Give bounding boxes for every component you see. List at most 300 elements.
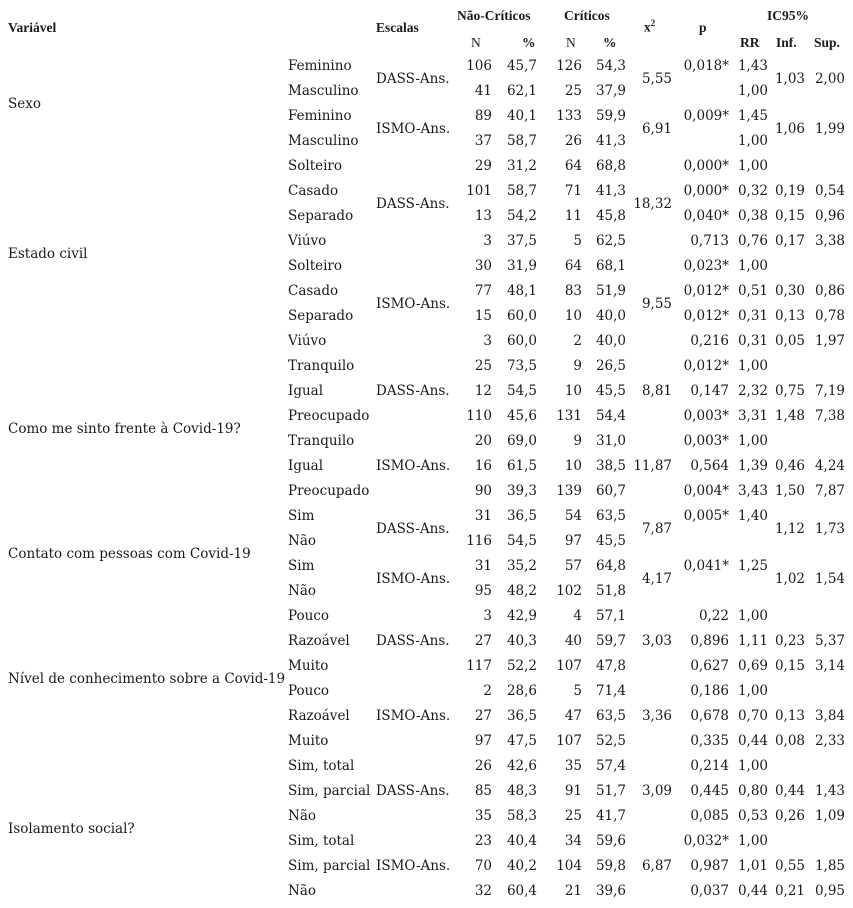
cell-n1: 37 bbox=[474, 133, 492, 149]
cell-n1: 3 bbox=[483, 233, 492, 249]
cell-n1: 31 bbox=[474, 508, 492, 524]
category-label: Separado bbox=[288, 208, 354, 224]
cell-p1: 42,9 bbox=[506, 608, 537, 624]
cell-inf: 0,08 bbox=[774, 733, 805, 749]
cell-p1: 40,2 bbox=[506, 858, 537, 874]
cell-p2: 37,9 bbox=[595, 83, 626, 99]
cell-rr: 2,32 bbox=[737, 383, 768, 399]
cell-n1: 32 bbox=[474, 883, 492, 899]
cell-sup: 0,86 bbox=[814, 283, 845, 299]
cell-n2: 26 bbox=[564, 133, 582, 149]
scale-label: ISMO-Ans. bbox=[376, 458, 451, 474]
cell-n1: 3 bbox=[483, 333, 492, 349]
category-label: Sim, parcial bbox=[288, 783, 371, 799]
cell-sup bbox=[810, 429, 845, 454]
category-label: Pouco bbox=[288, 683, 330, 699]
chi2-value: 3,03 bbox=[641, 633, 672, 649]
cell-p: 0,216 bbox=[690, 333, 729, 349]
cell-p1: 58,3 bbox=[506, 808, 537, 824]
cell-sup: 1,43 bbox=[814, 783, 845, 799]
scale-label: ISMO-Ans. bbox=[376, 708, 451, 724]
category-label: Tranquilo bbox=[288, 358, 355, 374]
cell-p1: 31,9 bbox=[506, 258, 537, 274]
category-label: Sim, total bbox=[288, 758, 355, 774]
cell-p2: 54,4 bbox=[595, 408, 626, 424]
cell-sup: 3,14 bbox=[814, 658, 845, 674]
cell-p2: 59,8 bbox=[595, 858, 626, 874]
chi2-value: 7,87 bbox=[641, 520, 672, 537]
cell-p2: 63,5 bbox=[595, 508, 626, 524]
cell-n2: 91 bbox=[564, 783, 582, 799]
group-label: Isolamento social? bbox=[8, 820, 135, 837]
cell-n2: 107 bbox=[556, 733, 582, 749]
cell-n1: 95 bbox=[474, 583, 492, 599]
category-label: Preocupado bbox=[288, 483, 370, 499]
cell-n2: 10 bbox=[564, 308, 582, 324]
cell-p: 0,085 bbox=[690, 808, 729, 824]
cell-p1: 54,2 bbox=[506, 208, 537, 224]
cell-p1: 39,3 bbox=[506, 483, 537, 499]
header-nao-criticos: Não-Críticos bbox=[457, 8, 531, 23]
cell-rr bbox=[735, 529, 768, 554]
cell-sup: 7,19 bbox=[814, 383, 845, 399]
cell-rr: 1,00 bbox=[737, 758, 768, 774]
scale-label: ISMO-Ans. bbox=[376, 295, 451, 312]
scale-label: DASS-Ans. bbox=[376, 195, 450, 212]
cell-sup: 5,37 bbox=[814, 633, 845, 649]
cell-n1: 26 bbox=[474, 758, 492, 774]
ci-upper: 1,54 bbox=[814, 570, 845, 587]
cell-p1: 60,4 bbox=[506, 883, 537, 899]
chi2-value: 9,55 bbox=[641, 295, 672, 312]
cell-n2: 97 bbox=[564, 533, 582, 549]
cell-sup: 1,85 bbox=[814, 858, 845, 874]
cell-n1: 23 bbox=[474, 833, 492, 849]
category-label: Sim bbox=[288, 558, 315, 574]
cell-p2: 59,7 bbox=[595, 633, 626, 649]
cell-p: 0,335 bbox=[690, 733, 729, 749]
header-pct1: % bbox=[522, 35, 536, 50]
chi2-value: 18,32 bbox=[633, 195, 672, 212]
cell-p1: 42,6 bbox=[506, 758, 537, 774]
cell-rr: 1,43 bbox=[737, 58, 768, 74]
cell-inf: 1,50 bbox=[774, 483, 805, 499]
scale-label: DASS-Ans. bbox=[376, 633, 450, 649]
cell-n2: 139 bbox=[556, 483, 582, 499]
category-label: Igual bbox=[288, 383, 324, 399]
cell-p1: 36,5 bbox=[506, 508, 537, 524]
cell-rr: 0,44 bbox=[737, 733, 768, 749]
cell-rr bbox=[735, 579, 768, 604]
cell-inf bbox=[773, 679, 805, 704]
cell-inf: 0,44 bbox=[774, 783, 805, 799]
cell-n2: 71 bbox=[564, 183, 582, 199]
cell-p1: 31,2 bbox=[506, 158, 537, 174]
cell-p bbox=[673, 79, 729, 104]
chi2-value: 11,87 bbox=[633, 458, 672, 474]
cell-inf: 0,30 bbox=[774, 283, 805, 299]
cell-rr: 1,39 bbox=[737, 458, 768, 474]
cell-p1: 54,5 bbox=[506, 533, 537, 549]
chi2-value: 4,17 bbox=[641, 570, 672, 587]
cell-sup bbox=[810, 604, 845, 629]
cell-n1: 117 bbox=[466, 658, 492, 674]
cell-sup: 4,24 bbox=[814, 458, 845, 474]
cell-p: 0,041* bbox=[683, 558, 729, 574]
cell-rr: 1,00 bbox=[737, 158, 768, 174]
cell-p2: 41,3 bbox=[595, 133, 626, 149]
cell-p2: 57,1 bbox=[595, 608, 626, 624]
category-label: Separado bbox=[288, 308, 354, 324]
cell-n1: 20 bbox=[474, 433, 492, 449]
header-criticos: Críticos bbox=[564, 8, 610, 23]
cell-sup bbox=[810, 354, 845, 379]
cell-p2: 51,8 bbox=[595, 583, 626, 599]
group-label: Sexo bbox=[8, 95, 41, 112]
cell-sup: 1,97 bbox=[814, 333, 845, 349]
cell-p1: 73,5 bbox=[506, 358, 537, 374]
cell-inf: 0,46 bbox=[774, 458, 805, 474]
cell-p: 0,023* bbox=[683, 258, 729, 274]
cell-p2: 26,5 bbox=[595, 358, 626, 374]
cell-n1: 89 bbox=[474, 108, 492, 124]
cell-sup: 2,33 bbox=[814, 733, 845, 749]
cell-inf bbox=[773, 354, 805, 379]
cell-n2: 11 bbox=[564, 208, 582, 224]
header-chi-squared bbox=[644, 18, 655, 36]
category-label: Masculino bbox=[288, 83, 359, 99]
cell-n1: 77 bbox=[474, 283, 492, 299]
cell-rr: 1,11 bbox=[737, 633, 768, 649]
cell-p: 0,627 bbox=[690, 658, 729, 674]
cell-p1: 40,1 bbox=[506, 108, 537, 124]
group-label: Como me sinto frente à Covid-19? bbox=[8, 420, 241, 437]
cell-p2: 41,7 bbox=[595, 808, 626, 824]
cell-p: 0,987 bbox=[690, 858, 729, 874]
cell-rr: 0,51 bbox=[737, 283, 768, 299]
cell-p: 0,214 bbox=[690, 758, 729, 774]
cell-inf: 0,19 bbox=[774, 183, 805, 199]
cell-rr: 1,00 bbox=[737, 133, 768, 149]
cell-inf bbox=[773, 154, 805, 179]
cell-n2: 34 bbox=[564, 833, 582, 849]
cell-rr: 0,44 bbox=[737, 883, 768, 899]
cell-n2: 21 bbox=[564, 883, 582, 899]
category-label: Casado bbox=[288, 283, 339, 299]
cell-n1: 31 bbox=[474, 558, 492, 574]
category-label: Feminino bbox=[288, 58, 352, 74]
cell-rr: 0,76 bbox=[737, 233, 768, 249]
cell-p1: 45,6 bbox=[506, 408, 537, 424]
cell-p: 0,000* bbox=[683, 158, 729, 174]
header-rr: RR bbox=[740, 35, 760, 50]
cell-p2: 41,3 bbox=[595, 183, 626, 199]
scale-label: ISMO-Ans. bbox=[376, 570, 451, 587]
cell-p: 0,012* bbox=[683, 283, 729, 299]
cell-rr: 1,00 bbox=[737, 83, 768, 99]
cell-p: 0,012* bbox=[683, 308, 729, 324]
cell-p2: 31,0 bbox=[595, 433, 626, 449]
cell-n2: 64 bbox=[564, 258, 582, 274]
cell-inf bbox=[773, 829, 805, 854]
cell-p1: 48,1 bbox=[506, 283, 537, 299]
header-sup: Sup. bbox=[814, 35, 840, 50]
cell-n1: 70 bbox=[474, 858, 492, 874]
cell-rr: 0,38 bbox=[737, 208, 768, 224]
cell-n1: 90 bbox=[474, 483, 492, 499]
cell-p2: 45,5 bbox=[595, 383, 626, 399]
cell-p2: 39,6 bbox=[595, 883, 626, 899]
cell-n2: 9 bbox=[573, 433, 582, 449]
cell-sup: 3,84 bbox=[814, 708, 845, 724]
cell-p1: 58,7 bbox=[506, 183, 537, 199]
cell-inf: 0,17 bbox=[774, 233, 805, 249]
cell-n2: 54 bbox=[564, 508, 582, 524]
cell-n2: 104 bbox=[556, 858, 582, 874]
chi2-value: 6,91 bbox=[641, 120, 672, 137]
cell-sup bbox=[810, 679, 845, 704]
cell-p: 0,147 bbox=[690, 383, 729, 399]
cell-inf: 0,55 bbox=[774, 858, 805, 874]
category-label: Razoável bbox=[288, 633, 350, 649]
header-pct2: % bbox=[603, 35, 617, 50]
cell-sup bbox=[810, 154, 845, 179]
cell-n2: 2 bbox=[573, 333, 582, 349]
cell-p: 0,896 bbox=[690, 633, 729, 649]
cell-p: 0,009* bbox=[683, 108, 729, 124]
cell-p1: 61,5 bbox=[506, 458, 537, 474]
cell-p2: 54,3 bbox=[595, 58, 626, 74]
ci-upper: 2,00 bbox=[814, 70, 845, 87]
cell-sup: 0,54 bbox=[814, 183, 845, 199]
cell-rr: 1,00 bbox=[737, 833, 768, 849]
cell-rr: 1,00 bbox=[737, 358, 768, 374]
cell-n2: 47 bbox=[564, 708, 582, 724]
cell-rr: 0,32 bbox=[737, 183, 768, 199]
cell-rr: 1,01 bbox=[737, 858, 768, 874]
category-label: Não bbox=[288, 808, 316, 824]
scale-label: DASS-Ans. bbox=[376, 70, 450, 87]
cell-rr: 0,69 bbox=[737, 658, 768, 674]
scale-label: ISMO-Ans. bbox=[376, 858, 451, 874]
cell-sup bbox=[810, 829, 845, 854]
cell-p2: 47,8 bbox=[595, 658, 626, 674]
cell-p: 0,018* bbox=[683, 58, 729, 74]
cell-n2: 25 bbox=[564, 83, 582, 99]
cell-p1: 60,0 bbox=[506, 308, 537, 324]
category-label: Não bbox=[288, 583, 316, 599]
cell-n2: 25 bbox=[564, 808, 582, 824]
cell-rr: 0,53 bbox=[737, 808, 768, 824]
category-label: Muito bbox=[288, 733, 329, 749]
cell-rr: 3,31 bbox=[737, 408, 768, 424]
cell-n2: 5 bbox=[573, 683, 582, 699]
cell-sup: 7,38 bbox=[814, 408, 845, 424]
group-label: Nível de conhecimento sobre a Covid-19 bbox=[8, 670, 286, 687]
cell-inf: 0,75 bbox=[774, 383, 805, 399]
chi2-value: 3,09 bbox=[641, 783, 672, 799]
category-label: Razoável bbox=[288, 708, 350, 724]
cell-p2: 68,1 bbox=[595, 258, 626, 274]
cell-p: 0,012* bbox=[683, 358, 729, 374]
cell-rr: 1,40 bbox=[737, 508, 768, 524]
cell-inf bbox=[773, 754, 805, 779]
header-variavel: Variável bbox=[8, 20, 57, 35]
group-label: Contato com pessoas com Covid-19 bbox=[8, 545, 251, 562]
cell-rr: 1,00 bbox=[737, 608, 768, 624]
category-label: Sim bbox=[288, 508, 315, 524]
scale-label: DASS-Ans. bbox=[376, 520, 450, 537]
category-label: Não bbox=[288, 883, 316, 899]
cell-inf bbox=[773, 429, 805, 454]
cell-n1: 16 bbox=[474, 458, 492, 474]
cell-p1: 58,7 bbox=[506, 133, 537, 149]
cell-n2: 10 bbox=[564, 383, 582, 399]
cell-inf: 1,48 bbox=[774, 408, 805, 424]
cell-sup: 0,78 bbox=[814, 308, 845, 324]
cell-n2: 5 bbox=[573, 233, 582, 249]
cell-sup bbox=[810, 754, 845, 779]
cell-p: 0,003* bbox=[683, 433, 729, 449]
cell-n1: 25 bbox=[474, 358, 492, 374]
cell-rr: 1,00 bbox=[737, 683, 768, 699]
scale-label: DASS-Ans. bbox=[376, 783, 450, 799]
cell-sup bbox=[810, 254, 845, 279]
cell-p2: 62,5 bbox=[595, 233, 626, 249]
cell-p2: 45,8 bbox=[595, 208, 626, 224]
cell-n2: 35 bbox=[564, 758, 582, 774]
header-chi-sup: 2 bbox=[650, 18, 656, 28]
cell-rr: 3,43 bbox=[737, 483, 768, 499]
cell-n1: 15 bbox=[474, 308, 492, 324]
header-ic95: IC95% bbox=[767, 8, 810, 23]
cell-p: 0,186 bbox=[690, 683, 729, 699]
category-label: Viúvo bbox=[288, 233, 327, 249]
cell-sup: 7,87 bbox=[814, 483, 845, 499]
cell-p2: 57,4 bbox=[595, 758, 626, 774]
cell-n2: 131 bbox=[556, 408, 582, 424]
cell-rr: 1,00 bbox=[737, 258, 768, 274]
category-label: Sim, total bbox=[288, 833, 355, 849]
category-label: Preocupado bbox=[288, 408, 370, 424]
cell-p1: 47,5 bbox=[506, 733, 537, 749]
cell-n2: 107 bbox=[556, 658, 582, 674]
chi2-value: 5,55 bbox=[641, 70, 672, 87]
cell-p2: 45,5 bbox=[595, 533, 626, 549]
cell-n2: 57 bbox=[564, 558, 582, 574]
cell-p: 0,032* bbox=[683, 833, 729, 849]
category-label: Não bbox=[288, 533, 316, 549]
category-label: Sim, parcial bbox=[288, 858, 371, 874]
cell-p1: 35,2 bbox=[506, 558, 537, 574]
cell-n1: 41 bbox=[474, 83, 492, 99]
cell-p2: 40,0 bbox=[595, 333, 626, 349]
cell-n1: 97 bbox=[474, 733, 492, 749]
cell-rr: 1,00 bbox=[737, 433, 768, 449]
cell-n1: 13 bbox=[474, 208, 492, 224]
cell-n2: 126 bbox=[556, 58, 582, 74]
cell-n2: 133 bbox=[556, 108, 582, 124]
cell-rr: 1,45 bbox=[737, 108, 768, 124]
cell-p1: 62,1 bbox=[506, 83, 537, 99]
cell-n1: 35 bbox=[474, 808, 492, 824]
cell-n1: 3 bbox=[483, 608, 492, 624]
cell-n1: 110 bbox=[466, 408, 492, 424]
cell-inf: 0,05 bbox=[774, 333, 805, 349]
cell-sup: 0,96 bbox=[814, 208, 845, 224]
cell-p1: 48,3 bbox=[506, 783, 537, 799]
category-label: Tranquilo bbox=[288, 433, 355, 449]
cell-p2: 52,5 bbox=[595, 733, 626, 749]
cell-p: 0,564 bbox=[690, 458, 729, 474]
cell-p: 0,040* bbox=[683, 208, 729, 224]
header-chi: x bbox=[644, 19, 651, 35]
cell-p2: 38,5 bbox=[595, 458, 626, 474]
cell-inf: 0,13 bbox=[774, 708, 805, 724]
cell-sup: 3,38 bbox=[814, 233, 845, 249]
cell-p1: 69,0 bbox=[506, 433, 537, 449]
category-label: Casado bbox=[288, 183, 339, 199]
cell-p1: 60,0 bbox=[506, 333, 537, 349]
cell-n1: 2 bbox=[483, 683, 492, 699]
cell-sup: 0,95 bbox=[814, 883, 845, 899]
ci-upper: 1,73 bbox=[814, 520, 845, 537]
cell-rr: 0,70 bbox=[737, 708, 768, 724]
ci-lower: 1,06 bbox=[774, 120, 805, 137]
cell-n2: 4 bbox=[573, 608, 582, 624]
chi2-value: 6,87 bbox=[641, 858, 672, 874]
category-label: Muito bbox=[288, 658, 329, 674]
cell-inf bbox=[773, 254, 805, 279]
category-label: Solteiro bbox=[288, 158, 343, 174]
cell-p1: 45,7 bbox=[506, 58, 537, 74]
ci-lower: 1,12 bbox=[774, 520, 805, 537]
cell-p1: 48,2 bbox=[506, 583, 537, 599]
cell-p1: 28,6 bbox=[506, 683, 537, 699]
cell-sup: 1,09 bbox=[814, 808, 845, 824]
cell-p2: 71,4 bbox=[595, 683, 626, 699]
cell-p: 0,678 bbox=[690, 708, 729, 724]
cell-p2: 60,7 bbox=[595, 483, 626, 499]
cell-n2: 102 bbox=[556, 583, 582, 599]
cell-p2: 51,7 bbox=[595, 783, 626, 799]
cell-n1: 27 bbox=[474, 633, 492, 649]
category-label: Igual bbox=[288, 458, 324, 474]
category-label: Pouco bbox=[288, 608, 330, 624]
cell-p: 0,004* bbox=[683, 483, 729, 499]
category-label: Viúvo bbox=[288, 333, 327, 349]
cell-rr: 1,25 bbox=[737, 558, 768, 574]
cell-p bbox=[673, 579, 729, 604]
category-label: Masculino bbox=[288, 133, 359, 149]
cell-p1: 54,5 bbox=[506, 383, 537, 399]
cell-p: 0,22 bbox=[698, 608, 729, 624]
cell-inf bbox=[773, 604, 805, 629]
cell-n1: 27 bbox=[474, 708, 492, 724]
category-label: Solteiro bbox=[288, 258, 343, 274]
header-n1: N bbox=[471, 35, 481, 50]
cell-p: 0,003* bbox=[683, 408, 729, 424]
cell-inf: 0,26 bbox=[774, 808, 805, 824]
cell-n1: 12 bbox=[474, 383, 492, 399]
cell-p2: 68,8 bbox=[595, 158, 626, 174]
header-n2: N bbox=[566, 35, 576, 50]
cell-n2: 83 bbox=[564, 283, 582, 299]
cell-inf: 0,13 bbox=[774, 308, 805, 324]
ci-upper: 1,99 bbox=[814, 120, 845, 137]
cell-rr: 0,31 bbox=[737, 308, 768, 324]
cell-p bbox=[673, 529, 729, 554]
